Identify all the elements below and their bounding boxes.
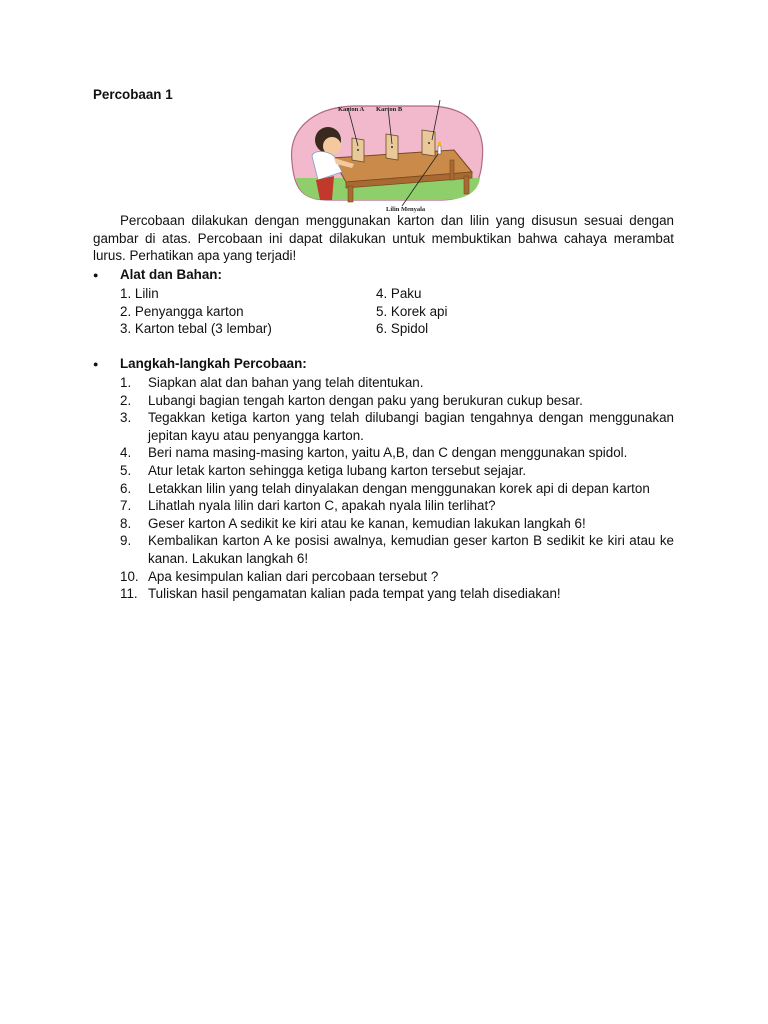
list-item [120, 392, 674, 410]
step-text: Atur letak karton sehingga ketiga lubang karton tersebut sejajar. [148, 462, 527, 478]
tool-item: 4. Paku [376, 286, 422, 301]
list-item [120, 497, 674, 515]
step-number: 6. [120, 480, 132, 496]
step-number: 7. [120, 498, 132, 514]
page-title: Percobaan 1 [93, 87, 173, 102]
step-text: Kembalikan karton A ke posisi awalnya, kemudian geser karton B sedikit ke kiri atau ke kanan. Lakukan langkah 6! [148, 533, 674, 566]
intro-paragraph [93, 212, 674, 265]
list-item [120, 320, 620, 338]
list-item [120, 374, 674, 392]
tool-item: 2. Penyangga karton [120, 303, 244, 319]
list-item [120, 444, 674, 462]
list-item [120, 568, 674, 586]
step-number: 3. [120, 410, 132, 426]
list-item [120, 285, 620, 303]
experiment-illustration [282, 100, 488, 214]
tools-list [120, 285, 620, 338]
step-number: 9. [120, 533, 132, 549]
intro-text: Percobaan dilakukan dengan menggunakan karton dan lilin yang disusun sesuai dengan gambar di atas. Percobaan ini dapat dilakukan untuk membuktikan bahwa cahaya merambat lurus. Perhatikan apa yang terjadi! [93, 213, 674, 264]
list-item [120, 515, 674, 533]
step-text: Tuliskan hasil pengamatan kalian pada tempat yang telah disediakan! [148, 586, 561, 602]
steps-list [120, 374, 674, 603]
step-number: 5. [120, 462, 132, 478]
step-number: 1. [120, 375, 132, 390]
tool-item: 1. Lilin [120, 286, 159, 301]
step-text: Letakkan lilin yang telah dinyalakan dengan menggunakan korek api di depan karton [148, 480, 650, 496]
step-text: Siapkan alat dan bahan yang telah ditentukan. [148, 375, 424, 390]
step-text: Lihatlah nyala lilin dari karton C, apakah nyala lilin terlihat? [148, 498, 496, 514]
step-number: 4. [120, 445, 132, 461]
step-text: Tegakkan ketiga karton yang telah dilubangi bagian tengahnya dengan menggunakan jepitan kayu atau penyangga karton. [148, 410, 674, 443]
list-item [120, 303, 620, 321]
tools-heading-label: Alat dan Bahan: [120, 267, 222, 282]
list-item [120, 409, 674, 444]
step-number: 2. [120, 392, 132, 408]
tool-item: 5. Korek api [376, 303, 448, 319]
step-number: 10. [120, 568, 139, 584]
step-number: 8. [120, 515, 132, 531]
list-item [120, 585, 674, 603]
label-karton-a: Karton A [338, 106, 365, 113]
bullet-icon: ● [93, 359, 99, 369]
tool-item: 3. Karton tebal (3 lembar) [120, 321, 272, 337]
list-item [120, 480, 674, 498]
tool-item: 6. Spidol [376, 321, 429, 337]
list-item [120, 462, 674, 480]
bullet-icon: ● [93, 270, 99, 280]
list-item [120, 532, 674, 567]
label-lilin-menyala: Lilin Menyala [386, 206, 426, 213]
step-text: Beri nama masing-masing karton, yaitu A,B, dan C dengan menggunakan spidol. [148, 445, 628, 461]
step-text: Apa kesimpulan kalian dari percobaan tersebut ? [148, 568, 439, 584]
step-number: 11. [120, 586, 138, 602]
label-karton-b: Karton B [376, 106, 403, 113]
step-text: Lubangi bagian tengah karton dengan paku yang berukuran cukup besar. [148, 392, 583, 408]
step-text: Geser karton A sedikit ke kiri atau ke kanan, kemudian lakukan langkah 6! [148, 515, 586, 531]
steps-heading-label: Langkah-langkah Percobaan: [120, 356, 307, 371]
